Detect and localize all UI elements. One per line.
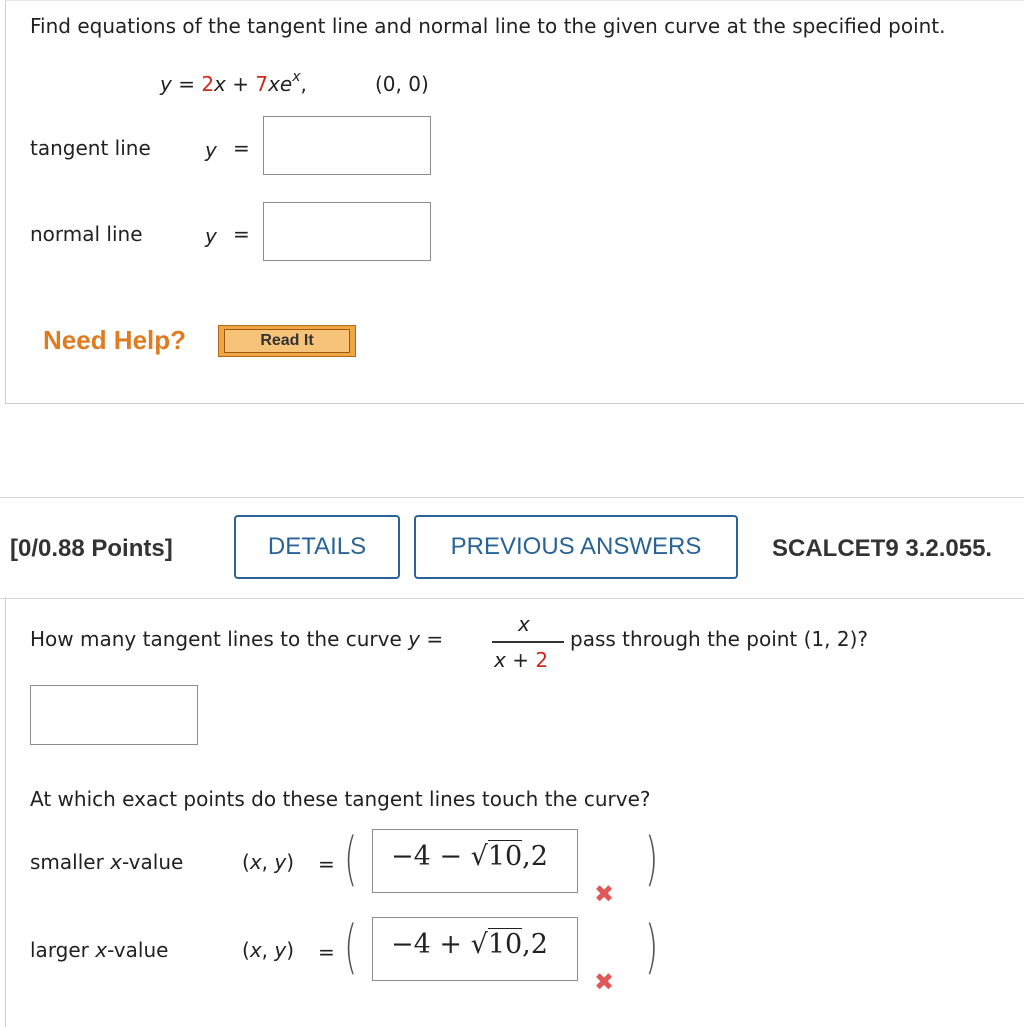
eq-y: y = [160, 72, 202, 96]
eq-mid: x + [214, 72, 256, 96]
touch-points-prompt: At which exact points do these tangent lines touch the curve? [30, 787, 651, 811]
denominator-2: 2 [535, 648, 549, 672]
xy-sep: , [261, 850, 275, 874]
previous-answers-button[interactable]: PREVIOUS ANSWERS [414, 515, 738, 579]
xy-close: ) [286, 850, 295, 874]
need-help-label: Need Help? [43, 325, 187, 355]
xy-close-2: ) [286, 938, 295, 962]
question-2-prompt-end: pass through the point (1, 2)? [570, 627, 869, 651]
xy-x-2: x [249, 938, 262, 962]
larger-value-text: -value [107, 938, 169, 962]
details-button[interactable]: DETAILS [234, 515, 400, 579]
smaller-text: smaller [30, 850, 111, 874]
tangent-line-label: tangent line [30, 136, 151, 160]
sqrt-icon: √ [470, 929, 488, 960]
denominator-x: x [494, 648, 506, 672]
close-paren-2 [645, 914, 659, 982]
denominator-plus: + [505, 648, 536, 672]
question-1-prompt: Find equations of the tangent line and normal line to the given curve at the specified point. [30, 14, 946, 38]
smaller-x-label [30, 850, 183, 874]
xy-y-2: y [274, 938, 287, 962]
close-paren-glyph-2: ) [645, 914, 659, 982]
read-it-button[interactable] [218, 325, 356, 357]
larger-text: larger [30, 938, 96, 962]
open-paren-glyph-1: ( [344, 826, 358, 894]
ans2-radicand: 10 [487, 929, 523, 960]
question-2-prompt [30, 627, 443, 651]
open-paren-2 [344, 914, 358, 982]
eq-tail: xe [268, 72, 293, 96]
xy-y: y [274, 850, 287, 874]
ans1-radicand: 10 [487, 841, 523, 872]
xy-label-2 [242, 938, 294, 962]
normal-line-label: normal line [30, 222, 143, 246]
prompt-equals: = [419, 627, 444, 651]
open-paren-glyph-2: ( [344, 914, 358, 982]
normal-line-input[interactable] [263, 202, 431, 261]
eq-coef-2: 7 [255, 72, 269, 96]
eq-comma: , [300, 72, 307, 96]
smaller-point-input[interactable] [372, 829, 578, 893]
sqrt-icon: √ [470, 841, 488, 872]
ans2-post: ,2 [522, 929, 548, 960]
smaller-point-value [391, 841, 548, 872]
larger-x: x [95, 938, 108, 962]
normal-equals: = [233, 222, 250, 246]
xy-equals-2: = [318, 940, 335, 964]
curve-equation [160, 69, 307, 96]
tangent-y-label: y [205, 138, 217, 162]
fraction-bar [492, 641, 564, 643]
ans2-pre: −4 + [391, 929, 471, 960]
normal-y-label: y [205, 224, 217, 248]
ans1-post: ,2 [522, 841, 548, 872]
open-paren-1 [344, 826, 358, 894]
larger-x-label [30, 938, 168, 962]
tangent-equals: = [233, 136, 250, 160]
specified-point: (0, 0) [375, 72, 429, 96]
eq-coef-1: 2 [201, 72, 215, 96]
ans1-pre: −4 − [391, 841, 471, 872]
xy-equals-1: = [318, 852, 335, 876]
tangent-count-input[interactable] [30, 685, 198, 745]
tangent-line-input[interactable] [263, 116, 431, 175]
fraction-numerator: x [518, 612, 530, 636]
eq-exponent: x [292, 69, 301, 85]
close-paren-glyph-1: ) [645, 826, 659, 894]
incorrect-icon: ✖ [594, 880, 615, 908]
xy-x: x [249, 850, 262, 874]
smaller-x: x [110, 850, 122, 874]
incorrect-icon: ✖ [594, 968, 615, 996]
prompt-text-a: How many tangent lines to the curve [30, 627, 409, 651]
xy-open-2: ( [242, 938, 250, 962]
larger-point-input[interactable] [372, 917, 578, 981]
xy-label-1 [242, 850, 294, 874]
close-paren-1 [645, 826, 659, 894]
problem-code: SCALCET9 3.2.055. [772, 535, 993, 562]
xy-sep-2: , [261, 938, 275, 962]
points-label: [0/0.88 Points] [10, 535, 173, 562]
fraction-denominator [494, 648, 548, 672]
smaller-value-text: -value [122, 850, 184, 874]
read-it-label: Read It [224, 329, 350, 353]
prompt-y: y [408, 627, 420, 651]
xy-open: ( [242, 850, 250, 874]
larger-point-value [391, 929, 548, 960]
